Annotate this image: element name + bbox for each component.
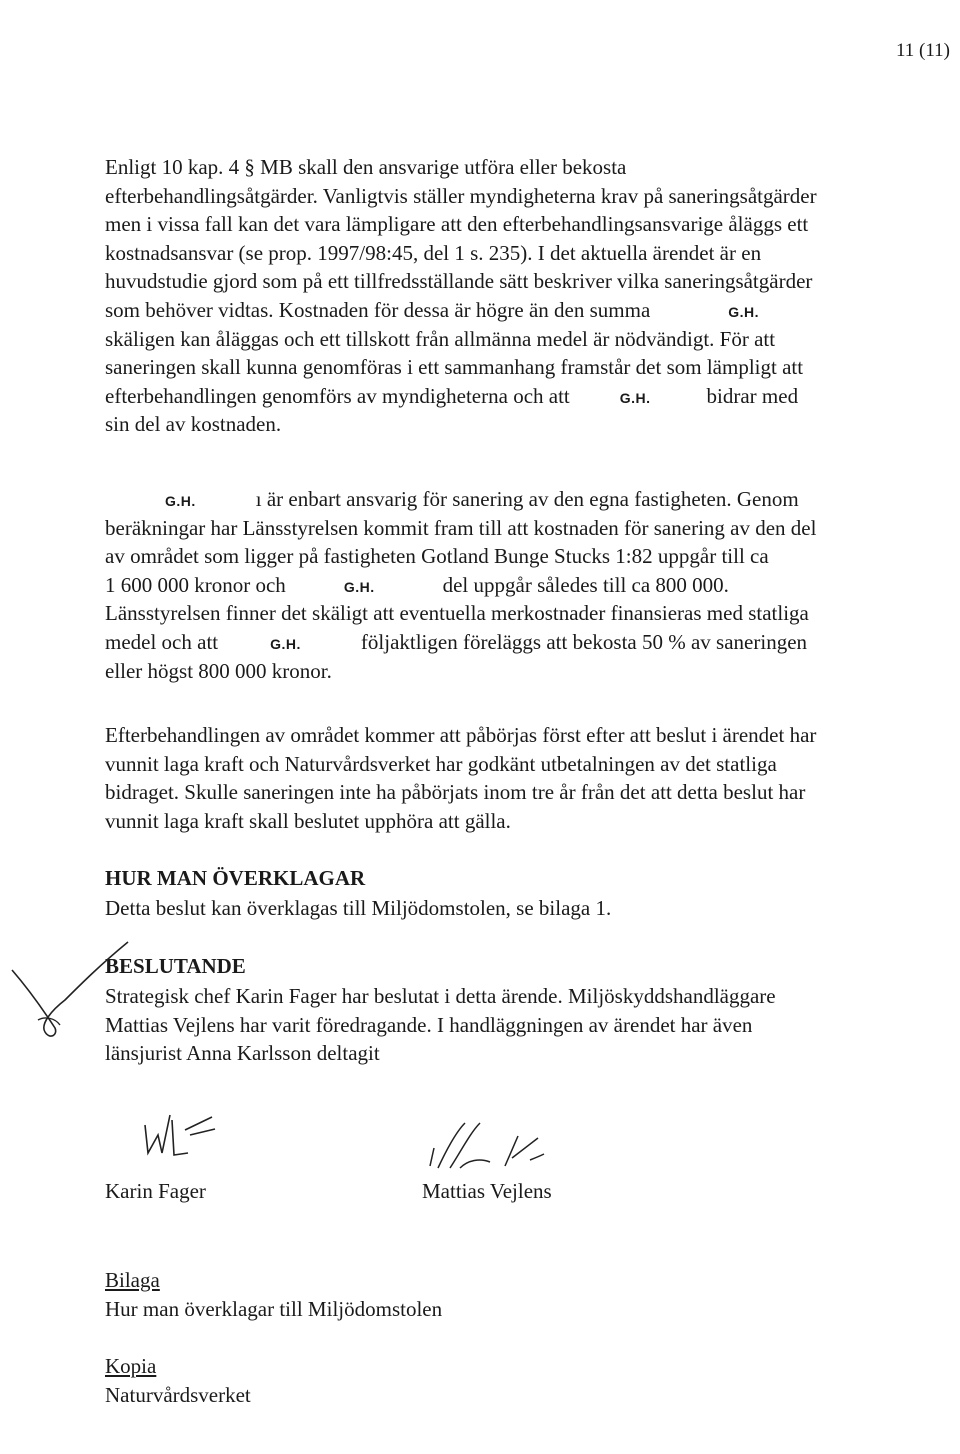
text-line — [105, 382, 960, 411]
text-line: Enligt 10 kap. 4 § MB skall den ansvarige utföra eller bekosta — [105, 155, 627, 179]
copy-section — [105, 1352, 960, 1409]
text-fragment: medel och att — [105, 629, 219, 654]
attachment-section — [105, 1266, 960, 1323]
decision-section — [105, 952, 960, 1068]
text-line: beräkningar har Länsstyrelsen kommit fram till att kostnaden för sanering av den del — [105, 515, 817, 540]
text-line — [105, 296, 960, 325]
signatory-name: Karin Fager — [105, 1179, 206, 1203]
text-fragment: 1 600 000 kronor och — [105, 572, 286, 597]
text-line: Länsstyrelsen finner det skäligt att eventuella merkostnader finansieras med statliga — [105, 601, 809, 626]
appeal-section — [105, 864, 960, 923]
text-line: Efterbehandlingen av området kommer att påbörjas först efter att beslut i ärendet har — [105, 723, 817, 747]
signatory-name: Mattias Vejlens — [422, 1179, 552, 1203]
text-line: Hur man överklagar till Miljödomstolen — [105, 1296, 443, 1321]
text-line: eller högst 800 000 kronor. — [105, 658, 332, 683]
text-line: Naturvårdsverket — [105, 1382, 251, 1407]
text-line — [105, 485, 960, 514]
text-line — [105, 571, 960, 600]
text-line — [105, 628, 960, 657]
redacted-initials: G.H. — [343, 578, 375, 595]
text-line: av området som ligger på fastigheten Gotland Bunge Stucks 1:82 uppgår till ca — [105, 544, 769, 569]
text-line: Detta beslut kan överklagas till Miljödomstolen, se bilaga 1. — [105, 896, 612, 920]
text-fragment: del uppgår således till ca 800 000. — [442, 572, 729, 597]
text-line: huvudstudie gjord som på ett tillfredsställande sätt beskriver vilka saneringsåtgärder — [105, 269, 813, 294]
text-line: efterbehandlingsåtgärder. Vanligtvis ställer myndigheterna krav på saneringsåtgärder — [105, 183, 817, 208]
text-fragment: ı är enbart ansvarig för sanering av den egna fastigheten. Genom — [255, 487, 799, 511]
text-line: kostnadsansvar (se prop. 1997/98:45, del 1 s. 235). I det aktuella ärendet är en — [105, 240, 762, 265]
text-line: men i vissa fall kan det vara lämpligare att den efterbehandlingsansvarige åläggs ett — [105, 212, 809, 237]
paragraph-cost — [105, 485, 960, 685]
text-line: bidraget. Skulle saneringen inte ha påbörjats inom tre år från det att detta beslut har — [105, 780, 806, 805]
check-mark-icon — [10, 940, 130, 1050]
section-heading: Kopia — [105, 1354, 157, 1378]
text-line: länsjurist Anna Karlsson deltagit — [105, 1041, 380, 1066]
text-line: Strategisk chef Karin Fager har beslutat i detta ärende. Miljöskyddshandläggare — [105, 984, 776, 1008]
redacted-initials: G.H. — [728, 303, 760, 320]
redacted-initials: G.H. — [619, 389, 651, 406]
signature-mattias-vejlens — [420, 1118, 570, 1174]
text-fragment: som behöver vidtas. Kostnaden för dessa är högre än den summa — [105, 297, 651, 322]
paragraph-liability — [105, 153, 960, 439]
text-line: saneringen skall kunna genomföras i ett sammanhang framstår det som lämpligt att — [105, 355, 804, 380]
redacted-initials: G.H. — [270, 635, 301, 652]
text-line: Mattias Vejlens har varit föredragande. I handläggningen av ärendet har även — [105, 1012, 753, 1037]
text-fragment: följaktligen föreläggs att bekosta 50 % av saneringen — [360, 629, 808, 654]
text-fragment: bidrar med — [706, 383, 799, 408]
redacted-initials: G.H. — [165, 493, 196, 509]
text-line: vunnit laga kraft skall beslutet upphöra att gälla. — [105, 808, 511, 833]
signature-karin-fager — [140, 1105, 220, 1165]
section-heading: HUR MAN ÖVERKLAGAR — [105, 866, 366, 890]
text-line: sin del av kostnaden. — [105, 412, 282, 437]
paragraph-timing — [105, 721, 960, 835]
section-heading: BESLUTANDE — [105, 954, 246, 978]
text-line: vunnit laga kraft och Naturvårdsverket har godkänt utbetalningen av det statliga — [105, 751, 777, 776]
section-heading: Bilaga — [105, 1268, 160, 1292]
text-fragment: efterbehandlingen genomförs av myndigheterna och att — [105, 383, 570, 408]
text-line: skäligen kan åläggas och ett tillskott från allmänna medel är nödvändigt. För att — [105, 326, 776, 351]
page-number: 11 (11) — [896, 40, 950, 61]
